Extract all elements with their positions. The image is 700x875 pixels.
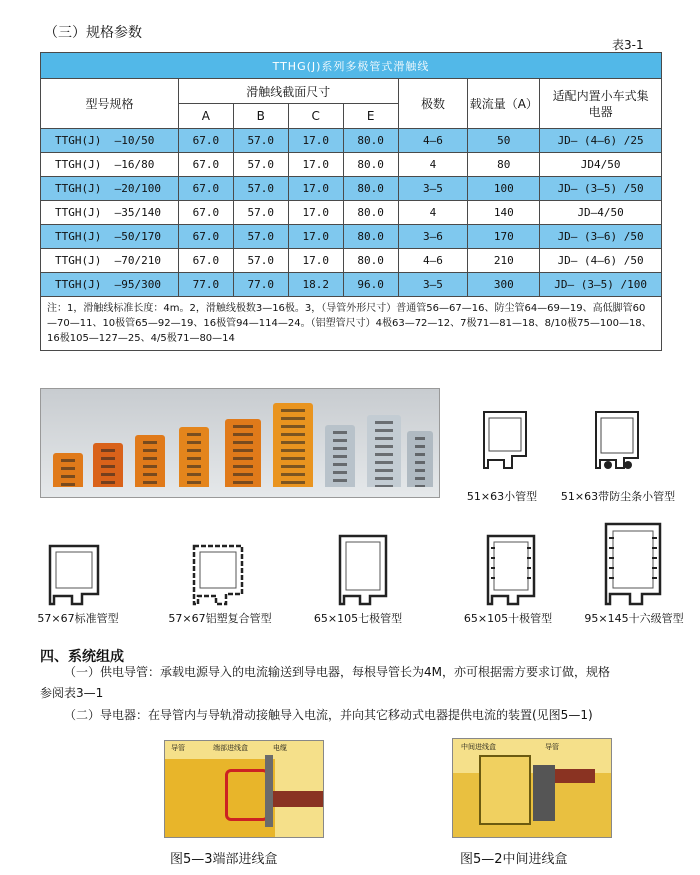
cell-e: 96.0 bbox=[343, 273, 398, 297]
aluminum-plastic-tube-profile-icon bbox=[192, 544, 244, 608]
cell-poles: 3—6 bbox=[398, 225, 468, 249]
cell-model: TTGH(J) —50/170 bbox=[41, 225, 179, 249]
cell-current: 80 bbox=[468, 153, 540, 177]
cell-c: 17.0 bbox=[288, 129, 343, 153]
cell-collector: JD4/50 bbox=[540, 153, 662, 177]
col-b-header: B bbox=[233, 104, 288, 129]
section4-title: 四、系统组成 bbox=[40, 649, 124, 665]
paragraph: 参阅表3—1 bbox=[40, 686, 104, 700]
cell-model: TTGH(J) —70/210 bbox=[41, 249, 179, 273]
cell-b: 57.0 bbox=[233, 201, 288, 225]
cell-c: 17.0 bbox=[288, 201, 343, 225]
cell-poles: 4 bbox=[398, 201, 468, 225]
cell-poles: 4—6 bbox=[398, 129, 468, 153]
cell-c: 17.0 bbox=[288, 225, 343, 249]
feed-box bbox=[479, 755, 531, 825]
cell-e: 80.0 bbox=[343, 201, 398, 225]
profile-label: 65×105十极管型 bbox=[463, 612, 553, 625]
cell-b: 57.0 bbox=[233, 153, 288, 177]
cell-a: 67.0 bbox=[178, 249, 233, 273]
profile-label: 57×67标准管型 bbox=[37, 612, 119, 625]
small-tube-profile-icon bbox=[482, 410, 528, 470]
profile-label: 51×63小管型 bbox=[466, 490, 538, 503]
cell-collector: JD— (4—6) /50 bbox=[540, 249, 662, 273]
cell-current: 170 bbox=[468, 225, 540, 249]
cell-collector: JD—4/50 bbox=[540, 201, 662, 225]
cell-a: 67.0 bbox=[178, 153, 233, 177]
cell-current: 210 bbox=[468, 249, 540, 273]
col-collector-header: 适配内置小车式集电器 bbox=[540, 79, 662, 129]
paragraph: （二）导电器：在导管内与导轨滑动接触导入电流，并向其它移动式电器提供电流的装置(见图5—1) bbox=[64, 708, 593, 722]
col-model-header: 型号规格 bbox=[41, 79, 179, 129]
product-photo bbox=[40, 388, 440, 498]
table-label: 表3-1 bbox=[612, 38, 644, 52]
figure-label: 端部进线盒 bbox=[213, 744, 248, 752]
paragraph: （一）供电导管：承载电源导入的电流输送到导电器，每根导管长为4M，亦可根据需方要求订做，规格 bbox=[64, 665, 610, 679]
end-feed-box-figure bbox=[164, 740, 324, 838]
cell-c: 17.0 bbox=[288, 249, 343, 273]
rail-sample bbox=[407, 431, 433, 487]
table-row bbox=[41, 201, 662, 225]
table-row bbox=[41, 273, 662, 297]
cell-poles: 4—6 bbox=[398, 249, 468, 273]
cell-poles: 3—5 bbox=[398, 177, 468, 201]
cell-current: 300 bbox=[468, 273, 540, 297]
cell-poles: 3—5 bbox=[398, 273, 468, 297]
col-current-header: 载流量（A） bbox=[468, 79, 540, 129]
cell-model: TTGH(J) —10/50 bbox=[41, 129, 179, 153]
cell-collector: JD— (3—5) /100 bbox=[540, 273, 662, 297]
figure-label: 导管 bbox=[545, 743, 559, 751]
col-section-header: 滑触线截面尺寸 bbox=[178, 79, 398, 104]
rail-sample bbox=[53, 453, 83, 487]
profile-label: 65×105七极管型 bbox=[313, 612, 403, 625]
table-row bbox=[41, 225, 662, 249]
sixteen-pole-tube-profile-icon bbox=[604, 522, 662, 606]
table-row bbox=[41, 249, 662, 273]
cable bbox=[269, 791, 324, 807]
cell-c: 18.2 bbox=[288, 273, 343, 297]
cell-model: TTGH(J) —95/300 bbox=[41, 273, 179, 297]
figure-caption: 图5—2中间进线盒 bbox=[460, 852, 568, 867]
cell-a: 67.0 bbox=[178, 201, 233, 225]
cell-b: 77.0 bbox=[233, 273, 288, 297]
cell-collector: JD— (3—6) /50 bbox=[540, 225, 662, 249]
cable bbox=[555, 769, 595, 783]
figure-caption: 图5—3端部进线盒 bbox=[170, 852, 278, 867]
col-c-header: C bbox=[288, 104, 343, 129]
section3-title: （三）规格参数 bbox=[44, 25, 142, 41]
table-caption: TTHG(J)系列多极管式滑触线 bbox=[41, 53, 662, 79]
rail-sample bbox=[367, 415, 401, 487]
cell-a: 67.0 bbox=[178, 177, 233, 201]
cell-current: 100 bbox=[468, 177, 540, 201]
rail-sample bbox=[179, 427, 209, 487]
cell-poles: 4 bbox=[398, 153, 468, 177]
table-note: 注：1，滑触线标准长度：4m。2，滑触线极数3—16极。3，（导管外形尺寸）普通管56—67—16、防尘管64—69—19、高低脚管60—70—11、10极管65—92—19、16极管94—114—24。（铝塑管尺寸）4极63—72—12、7极71—81—18、8/10极75—100—18、16极105—127—25、4/5极71—80—14 bbox=[41, 297, 662, 351]
bracket bbox=[265, 755, 273, 827]
rail-sample bbox=[273, 403, 313, 487]
cell-e: 80.0 bbox=[343, 249, 398, 273]
profile-label: 95×145十六级管型 bbox=[584, 612, 684, 625]
spec-table bbox=[40, 52, 662, 351]
terminal bbox=[533, 765, 555, 821]
cell-b: 57.0 bbox=[233, 249, 288, 273]
cell-current: 50 bbox=[468, 129, 540, 153]
ten-pole-tube-profile-icon bbox=[486, 534, 536, 606]
figure-label: 电缆 bbox=[273, 744, 287, 752]
figure-label: 中间进线盒 bbox=[461, 743, 496, 751]
table-row bbox=[41, 153, 662, 177]
cell-e: 80.0 bbox=[343, 225, 398, 249]
dustproof-tube-profile-icon bbox=[594, 410, 640, 472]
cell-b: 57.0 bbox=[233, 129, 288, 153]
cell-c: 17.0 bbox=[288, 177, 343, 201]
standard-tube-profile-icon bbox=[48, 544, 100, 606]
rail-sample bbox=[225, 419, 261, 487]
table-row bbox=[41, 177, 662, 201]
cell-e: 80.0 bbox=[343, 177, 398, 201]
cell-c: 17.0 bbox=[288, 153, 343, 177]
cell-a: 67.0 bbox=[178, 129, 233, 153]
seven-pole-tube-profile-icon bbox=[338, 534, 388, 606]
cell-e: 80.0 bbox=[343, 153, 398, 177]
col-a-header: A bbox=[178, 104, 233, 129]
cell-a: 77.0 bbox=[178, 273, 233, 297]
cell-b: 57.0 bbox=[233, 225, 288, 249]
cell-model: TTGH(J) —35/140 bbox=[41, 201, 179, 225]
profile-label: 51×63带防尘条小管型 bbox=[560, 490, 676, 503]
middle-feed-box-figure bbox=[452, 738, 612, 838]
col-poles-header: 极数 bbox=[398, 79, 468, 129]
cell-e: 80.0 bbox=[343, 129, 398, 153]
col-e-header: E bbox=[343, 104, 398, 129]
figure-label: 导管 bbox=[171, 744, 185, 752]
cell-current: 140 bbox=[468, 201, 540, 225]
rail-sample bbox=[93, 443, 123, 487]
table-row bbox=[41, 129, 662, 153]
cell-a: 67.0 bbox=[178, 225, 233, 249]
rail-sample bbox=[325, 425, 355, 487]
feed-box bbox=[225, 769, 269, 821]
cell-collector: JD— (4—6) /25 bbox=[540, 129, 662, 153]
profile-label: 57×67铝塑复合管型 bbox=[168, 612, 272, 625]
cell-b: 57.0 bbox=[233, 177, 288, 201]
cell-model: TTGH(J) —20/100 bbox=[41, 177, 179, 201]
cell-collector: JD— (3—5) /50 bbox=[540, 177, 662, 201]
rail-sample bbox=[135, 435, 165, 487]
cell-model: TTGH(J) —16/80 bbox=[41, 153, 179, 177]
